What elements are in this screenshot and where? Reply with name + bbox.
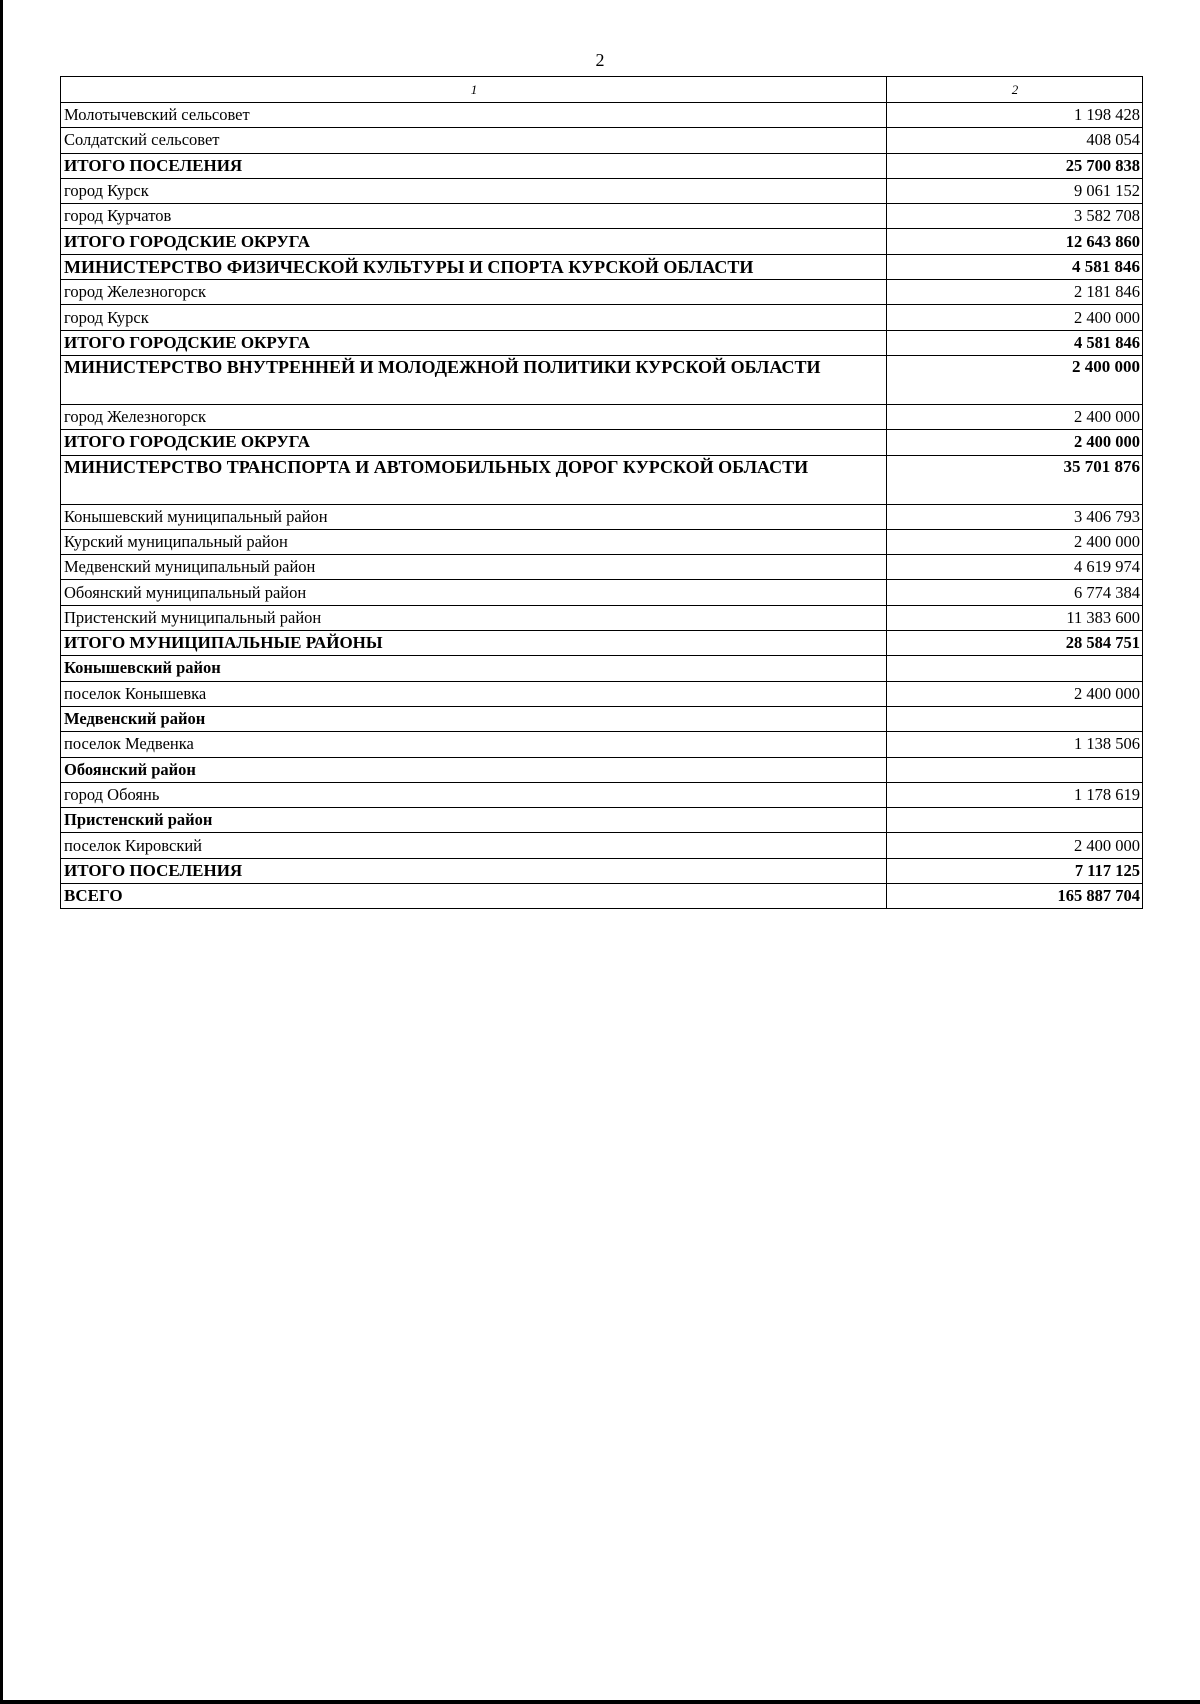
row-value: 2 400 000 (887, 305, 1143, 330)
table-row (61, 605, 1143, 630)
row-value: 35 701 876 (887, 455, 1143, 504)
row-value: 2 400 000 (887, 404, 1143, 429)
table-row (61, 178, 1143, 203)
row-name: Молотычевский сельсовет (61, 103, 887, 128)
table-row (61, 254, 1143, 279)
row-name: ИТОГО ГОРОДСКИЕ ОКРУГА (61, 229, 887, 254)
table-row (61, 757, 1143, 782)
row-name: поселок Конышевка (61, 681, 887, 706)
table-row (61, 580, 1143, 605)
row-name: Солдатский сельсовет (61, 128, 887, 153)
row-value: 4 619 974 (887, 555, 1143, 580)
row-value (887, 706, 1143, 731)
table-row (61, 153, 1143, 178)
table-row (61, 808, 1143, 833)
row-value (887, 757, 1143, 782)
table-row (61, 681, 1143, 706)
column-header-1: 1 (61, 77, 887, 103)
table-header-row (61, 77, 1143, 103)
row-name: город Обоянь (61, 782, 887, 807)
column-header-2: 2 (887, 77, 1143, 103)
row-value: 6 774 384 (887, 580, 1143, 605)
table-row (61, 504, 1143, 529)
table-row (61, 229, 1143, 254)
row-name: Обоянский муниципальный район (61, 580, 887, 605)
row-value: 7 117 125 (887, 858, 1143, 883)
row-value: 2 400 000 (887, 833, 1143, 858)
row-value: 4 581 846 (887, 330, 1143, 355)
row-name: город Курчатов (61, 204, 887, 229)
row-value: 408 054 (887, 128, 1143, 153)
row-name: Пристенский муниципальный район (61, 605, 887, 630)
row-name: Медвенский муниципальный район (61, 555, 887, 580)
table-row (61, 128, 1143, 153)
row-value: 2 400 000 (887, 681, 1143, 706)
row-name: Курский муниципальный район (61, 529, 887, 554)
table-row (61, 529, 1143, 554)
row-name: Медвенский район (61, 706, 887, 731)
row-name: ИТОГО ПОСЕЛЕНИЯ (61, 858, 887, 883)
table-row (61, 204, 1143, 229)
row-value: 25 700 838 (887, 153, 1143, 178)
row-name: МИНИСТЕРСТВО ТРАНСПОРТА И АВТОМОБИЛЬНЫХ ДОРОГ КУРСКОЙ ОБЛАСТИ (61, 455, 887, 504)
row-name: город Железногорск (61, 280, 887, 305)
table-row (61, 833, 1143, 858)
scan-edge-bottom (0, 1700, 1200, 1704)
table-row (61, 404, 1143, 429)
row-value: 1 198 428 (887, 103, 1143, 128)
row-value: 165 887 704 (887, 884, 1143, 909)
row-value: 1 138 506 (887, 732, 1143, 757)
table-row (61, 706, 1143, 731)
row-value: 3 582 708 (887, 204, 1143, 229)
table-row (61, 330, 1143, 355)
row-name: ИТОГО ПОСЕЛЕНИЯ (61, 153, 887, 178)
table-row (61, 732, 1143, 757)
table-row (61, 355, 1143, 404)
table-row (61, 656, 1143, 681)
table-row (61, 782, 1143, 807)
row-value: 2 400 000 (887, 529, 1143, 554)
row-value: 2 181 846 (887, 280, 1143, 305)
row-name: ВСЕГО (61, 884, 887, 909)
table-row (61, 305, 1143, 330)
row-value: 9 061 152 (887, 178, 1143, 203)
row-name: Конышевский муниципальный район (61, 504, 887, 529)
row-name: Конышевский район (61, 656, 887, 681)
table-row (61, 430, 1143, 455)
row-name: поселок Кировский (61, 833, 887, 858)
row-value: 28 584 751 (887, 631, 1143, 656)
row-value: 3 406 793 (887, 504, 1143, 529)
page-number: 2 (595, 50, 605, 70)
row-value: 2 400 000 (887, 355, 1143, 404)
row-name: МИНИСТЕРСТВО ВНУТРЕННЕЙ И МОЛОДЕЖНОЙ ПОЛИТИКИ КУРСКОЙ ОБЛАСТИ (61, 355, 887, 404)
row-value (887, 808, 1143, 833)
table-row (61, 631, 1143, 656)
row-value (887, 656, 1143, 681)
row-value: 12 643 860 (887, 229, 1143, 254)
row-name: поселок Медвенка (61, 732, 887, 757)
row-value: 2 400 000 (887, 430, 1143, 455)
row-name: ИТОГО ГОРОДСКИЕ ОКРУГА (61, 430, 887, 455)
row-name: Пристенский район (61, 808, 887, 833)
budget-table (60, 76, 1143, 909)
row-value: 11 383 600 (887, 605, 1143, 630)
table-row (61, 555, 1143, 580)
row-value: 1 178 619 (887, 782, 1143, 807)
row-name: город Курск (61, 305, 887, 330)
row-name: ИТОГО МУНИЦИПАЛЬНЫЕ РАЙОНЫ (61, 631, 887, 656)
row-name: Обоянский район (61, 757, 887, 782)
table-row (61, 103, 1143, 128)
row-name: город Курск (61, 178, 887, 203)
row-name: МИНИСТЕРСТВО ФИЗИЧЕСКОЙ КУЛЬТУРЫ И СПОРТА КУРСКОЙ ОБЛАСТИ (61, 254, 887, 279)
table-row (61, 280, 1143, 305)
table-row (61, 858, 1143, 883)
table-row (61, 455, 1143, 504)
row-value: 4 581 846 (887, 254, 1143, 279)
scan-edge-left (0, 0, 3, 1704)
table-row (61, 884, 1143, 909)
row-name: ИТОГО ГОРОДСКИЕ ОКРУГА (61, 330, 887, 355)
row-name: город Железногорск (61, 404, 887, 429)
